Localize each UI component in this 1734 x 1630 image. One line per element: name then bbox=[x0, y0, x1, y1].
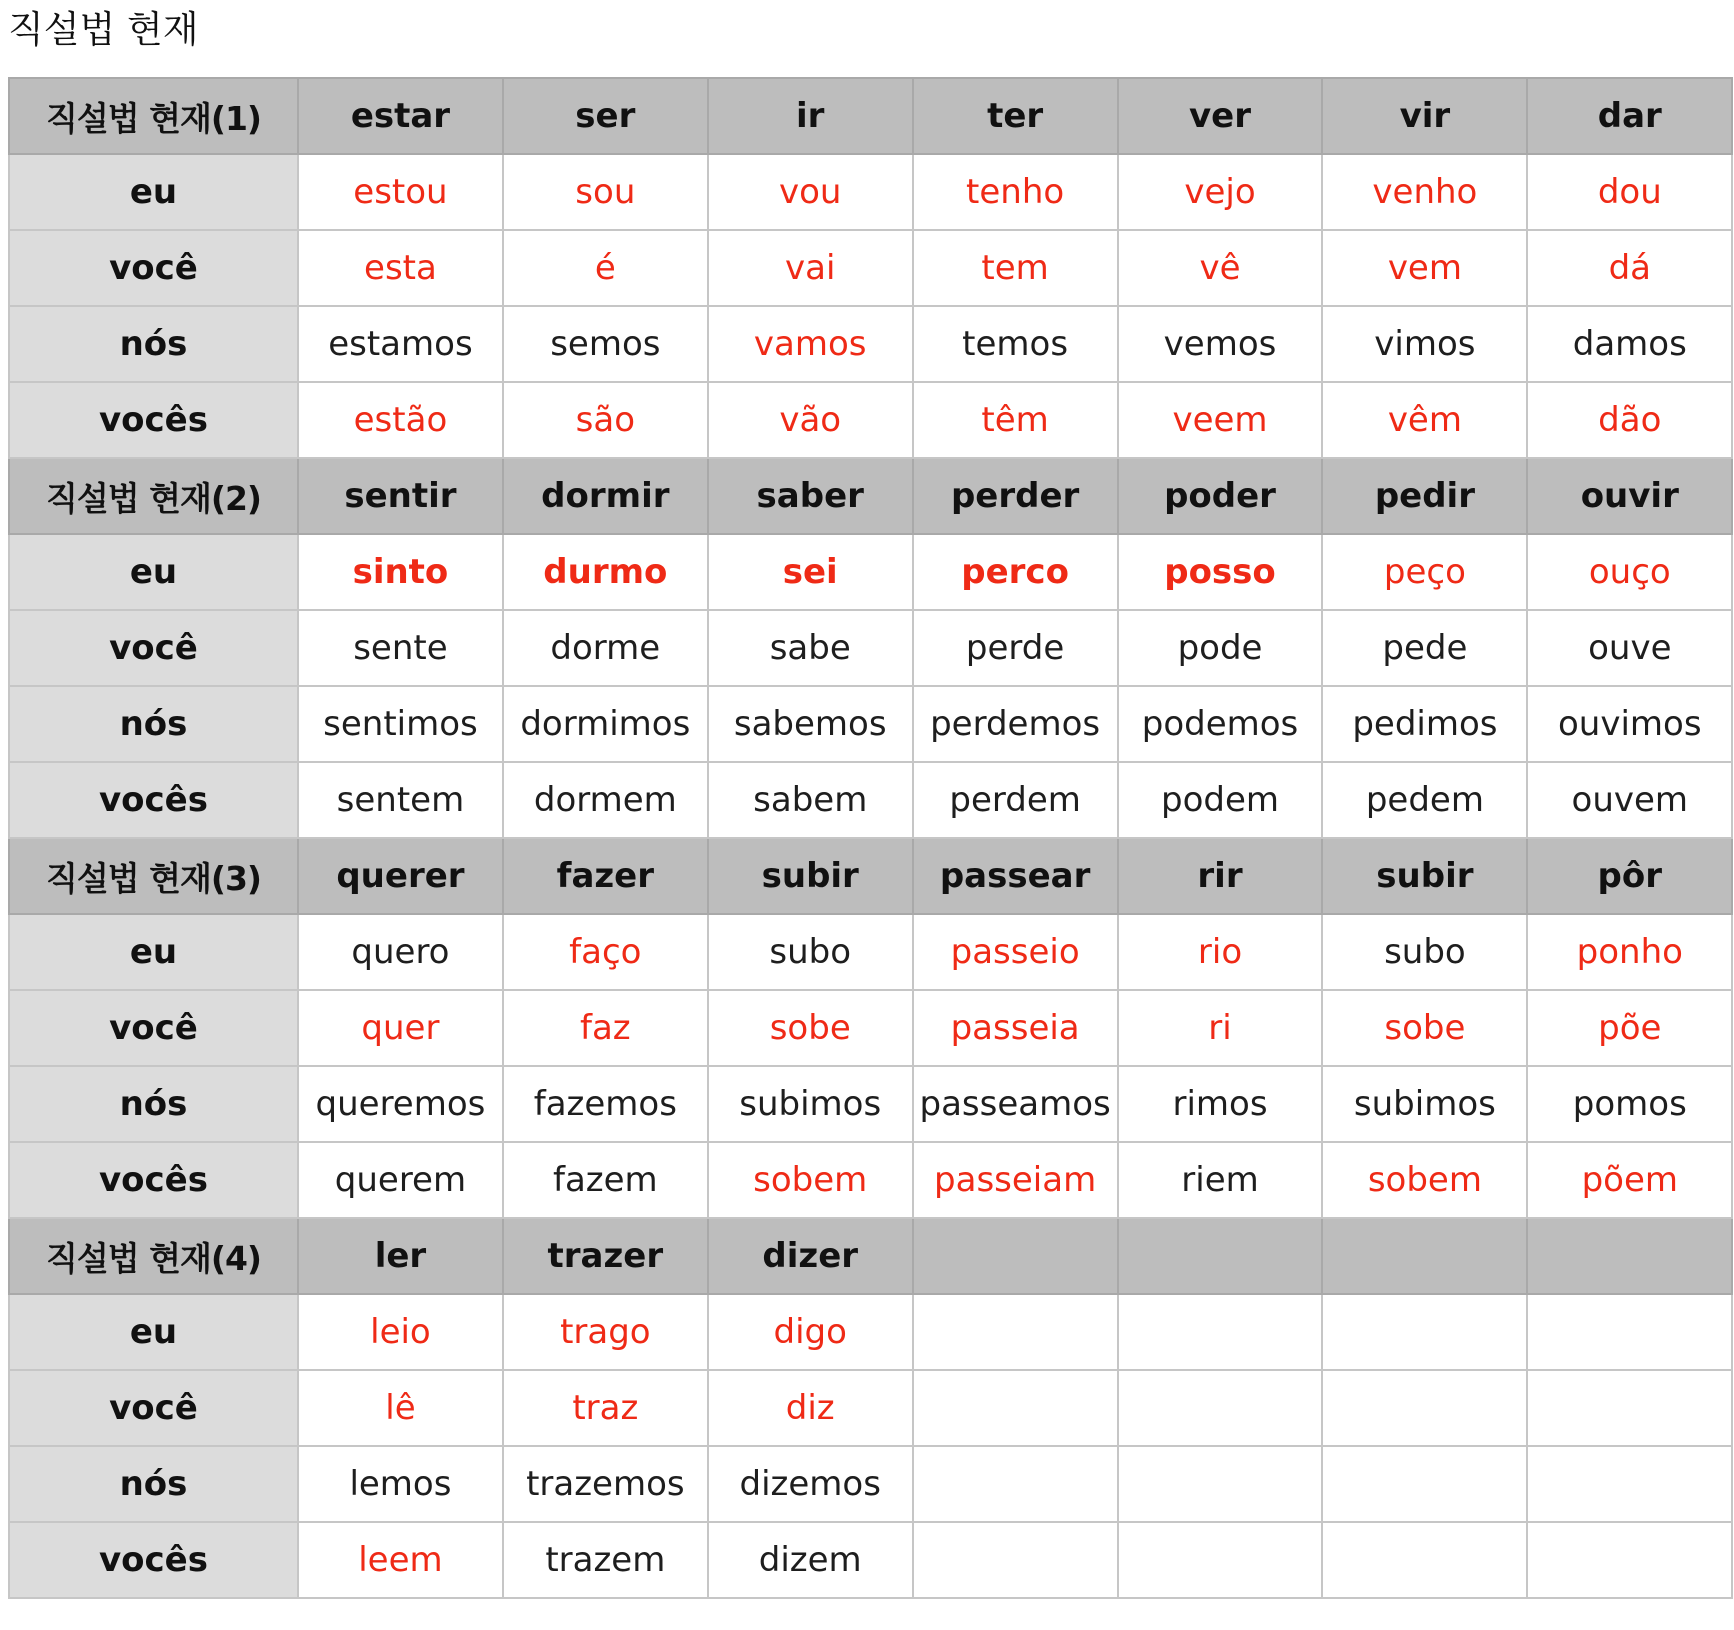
section-header-row bbox=[9, 78, 1732, 154]
irregular-form-cell: vejo bbox=[1118, 154, 1323, 230]
form-cell: ouvimos bbox=[1527, 686, 1732, 762]
conjugation-row bbox=[9, 990, 1732, 1066]
pronoun-cell: nós bbox=[9, 686, 298, 762]
verb-header-cell: subir bbox=[708, 838, 913, 914]
section-label: 직설법 현재(3) bbox=[9, 838, 298, 914]
verb-header-cell: querer bbox=[298, 838, 503, 914]
verb-header-cell: ouvir bbox=[1527, 458, 1732, 534]
pronoun-cell: nós bbox=[9, 306, 298, 382]
form-cell: pede bbox=[1322, 610, 1527, 686]
empty-cell bbox=[1118, 1446, 1323, 1522]
empty-cell bbox=[1527, 1522, 1732, 1598]
irregular-form-cell: põem bbox=[1527, 1142, 1732, 1218]
form-cell: trazemos bbox=[503, 1446, 708, 1522]
empty-header-cell bbox=[1527, 1218, 1732, 1294]
verb-header-cell: ser bbox=[503, 78, 708, 154]
conjugation-table bbox=[8, 77, 1733, 1599]
empty-cell bbox=[913, 1370, 1118, 1446]
conjugation-row bbox=[9, 154, 1732, 230]
conjugation-row bbox=[9, 1446, 1732, 1522]
irregular-form-cell: passeiam bbox=[913, 1142, 1118, 1218]
form-cell: subo bbox=[1322, 914, 1527, 990]
empty-cell bbox=[913, 1522, 1118, 1598]
form-cell: passeamos bbox=[913, 1066, 1118, 1142]
irregular-form-cell: quer bbox=[298, 990, 503, 1066]
pronoun-cell: nós bbox=[9, 1446, 298, 1522]
irregular-form-cell: estão bbox=[298, 382, 503, 458]
verb-header-cell: estar bbox=[298, 78, 503, 154]
conjugation-row bbox=[9, 1522, 1732, 1598]
irregular-form-cell: dá bbox=[1527, 230, 1732, 306]
page-title: 직설법 현재 bbox=[8, 8, 199, 51]
section-header-row bbox=[9, 838, 1732, 914]
verb-header-cell: dormir bbox=[503, 458, 708, 534]
verb-header-cell: subir bbox=[1322, 838, 1527, 914]
form-cell: dizem bbox=[708, 1522, 913, 1598]
irregular-form-cell: sobe bbox=[708, 990, 913, 1066]
irregular-form-cell: veem bbox=[1118, 382, 1323, 458]
form-cell: pedimos bbox=[1322, 686, 1527, 762]
verb-header-cell: sentir bbox=[298, 458, 503, 534]
pronoun-cell: eu bbox=[9, 154, 298, 230]
pronoun-cell: vocês bbox=[9, 1522, 298, 1598]
verb-header-cell: saber bbox=[708, 458, 913, 534]
irregular-form-cell: digo bbox=[708, 1294, 913, 1370]
form-cell: pomos bbox=[1527, 1066, 1732, 1142]
form-cell: podemos bbox=[1118, 686, 1323, 762]
pronoun-cell: vocês bbox=[9, 382, 298, 458]
verb-header-cell: pôr bbox=[1527, 838, 1732, 914]
form-cell: perde bbox=[913, 610, 1118, 686]
form-cell: subimos bbox=[1322, 1066, 1527, 1142]
form-cell: riem bbox=[1118, 1142, 1323, 1218]
verb-header-cell: passear bbox=[913, 838, 1118, 914]
irregular-form-cell: vai bbox=[708, 230, 913, 306]
empty-cell bbox=[1118, 1370, 1323, 1446]
empty-header-cell bbox=[1118, 1218, 1323, 1294]
empty-cell bbox=[1322, 1370, 1527, 1446]
irregular-form-cell: trago bbox=[503, 1294, 708, 1370]
form-cell: estamos bbox=[298, 306, 503, 382]
section-header-row bbox=[9, 458, 1732, 534]
form-cell: temos bbox=[913, 306, 1118, 382]
form-cell: damos bbox=[1527, 306, 1732, 382]
form-cell: rimos bbox=[1118, 1066, 1323, 1142]
pronoun-cell: você bbox=[9, 1370, 298, 1446]
irregular-form-cell: traz bbox=[503, 1370, 708, 1446]
form-cell: semos bbox=[503, 306, 708, 382]
irregular-form-cell: passeio bbox=[913, 914, 1118, 990]
irregular-form-cell: tem bbox=[913, 230, 1118, 306]
verb-header-cell: trazer bbox=[503, 1218, 708, 1294]
irregular-form-cell: esta bbox=[298, 230, 503, 306]
irregular-form-cell: ponho bbox=[1527, 914, 1732, 990]
irregular-form-cell: peço bbox=[1322, 534, 1527, 610]
irregular-form-cell: vem bbox=[1322, 230, 1527, 306]
irregular-form-cell: são bbox=[503, 382, 708, 458]
form-cell: lemos bbox=[298, 1446, 503, 1522]
irregular-form-cell: dou bbox=[1527, 154, 1732, 230]
conjugation-row bbox=[9, 1066, 1732, 1142]
pronoun-cell: eu bbox=[9, 914, 298, 990]
form-cell: vemos bbox=[1118, 306, 1323, 382]
form-cell: sabem bbox=[708, 762, 913, 838]
irregular-form-cell: vamos bbox=[708, 306, 913, 382]
verb-header-cell: perder bbox=[913, 458, 1118, 534]
verb-header-cell: poder bbox=[1118, 458, 1323, 534]
irregular-form-cell: faço bbox=[503, 914, 708, 990]
irregular-form-cell: sobe bbox=[1322, 990, 1527, 1066]
conjugation-row bbox=[9, 230, 1732, 306]
form-cell: sabe bbox=[708, 610, 913, 686]
empty-cell bbox=[1527, 1446, 1732, 1522]
form-cell: queremos bbox=[298, 1066, 503, 1142]
irregular-form-cell: durmo bbox=[503, 534, 708, 610]
empty-cell bbox=[1322, 1294, 1527, 1370]
irregular-form-cell: sou bbox=[503, 154, 708, 230]
empty-cell bbox=[1527, 1294, 1732, 1370]
irregular-form-cell: estou bbox=[298, 154, 503, 230]
form-cell: subo bbox=[708, 914, 913, 990]
form-cell: sentem bbox=[298, 762, 503, 838]
form-cell: sente bbox=[298, 610, 503, 686]
section-label: 직설법 현재(4) bbox=[9, 1218, 298, 1294]
empty-cell bbox=[1118, 1522, 1323, 1598]
form-cell: pode bbox=[1118, 610, 1323, 686]
irregular-form-cell: posso bbox=[1118, 534, 1323, 610]
irregular-form-cell: vão bbox=[708, 382, 913, 458]
irregular-form-cell: vou bbox=[708, 154, 913, 230]
form-cell: sentimos bbox=[298, 686, 503, 762]
conjugation-row bbox=[9, 1294, 1732, 1370]
form-cell: quero bbox=[298, 914, 503, 990]
irregular-form-cell: vêm bbox=[1322, 382, 1527, 458]
irregular-form-cell: faz bbox=[503, 990, 708, 1066]
conjugation-row bbox=[9, 610, 1732, 686]
form-cell: sabemos bbox=[708, 686, 913, 762]
form-cell: vimos bbox=[1322, 306, 1527, 382]
conjugation-row bbox=[9, 1142, 1732, 1218]
form-cell: ouve bbox=[1527, 610, 1732, 686]
form-cell: dorme bbox=[503, 610, 708, 686]
conjugation-row bbox=[9, 686, 1732, 762]
conjugation-row bbox=[9, 1370, 1732, 1446]
empty-cell bbox=[1322, 1522, 1527, 1598]
verb-header-cell: pedir bbox=[1322, 458, 1527, 534]
verb-header-cell: ter bbox=[913, 78, 1118, 154]
verb-header-cell: fazer bbox=[503, 838, 708, 914]
conjugation-row bbox=[9, 914, 1732, 990]
empty-cell bbox=[1322, 1446, 1527, 1522]
pronoun-cell: eu bbox=[9, 1294, 298, 1370]
conjugation-table-body bbox=[9, 78, 1732, 1598]
irregular-form-cell: leem bbox=[298, 1522, 503, 1598]
irregular-form-cell: tenho bbox=[913, 154, 1118, 230]
form-cell: podem bbox=[1118, 762, 1323, 838]
irregular-form-cell: rio bbox=[1118, 914, 1323, 990]
empty-cell bbox=[1118, 1294, 1323, 1370]
irregular-form-cell: sinto bbox=[298, 534, 503, 610]
conjugation-row bbox=[9, 762, 1732, 838]
section-label: 직설법 현재(1) bbox=[9, 78, 298, 154]
pronoun-cell: eu bbox=[9, 534, 298, 610]
pronoun-cell: você bbox=[9, 230, 298, 306]
pronoun-cell: você bbox=[9, 610, 298, 686]
irregular-form-cell: é bbox=[503, 230, 708, 306]
form-cell: dormem bbox=[503, 762, 708, 838]
verb-header-cell: ler bbox=[298, 1218, 503, 1294]
form-cell: dormimos bbox=[503, 686, 708, 762]
empty-header-cell bbox=[1322, 1218, 1527, 1294]
form-cell: pedem bbox=[1322, 762, 1527, 838]
irregular-form-cell: lê bbox=[298, 1370, 503, 1446]
form-cell: subimos bbox=[708, 1066, 913, 1142]
empty-cell bbox=[913, 1446, 1118, 1522]
pronoun-cell: vocês bbox=[9, 762, 298, 838]
verb-header-cell: ir bbox=[708, 78, 913, 154]
pronoun-cell: vocês bbox=[9, 1142, 298, 1218]
form-cell: dizemos bbox=[708, 1446, 913, 1522]
section-header-row bbox=[9, 1218, 1732, 1294]
verb-header-cell: dar bbox=[1527, 78, 1732, 154]
section-label: 직설법 현재(2) bbox=[9, 458, 298, 534]
irregular-form-cell: dão bbox=[1527, 382, 1732, 458]
irregular-form-cell: têm bbox=[913, 382, 1118, 458]
irregular-form-cell: sobem bbox=[708, 1142, 913, 1218]
form-cell: fazem bbox=[503, 1142, 708, 1218]
pronoun-cell: nós bbox=[9, 1066, 298, 1142]
form-cell: perdem bbox=[913, 762, 1118, 838]
conjugation-row bbox=[9, 382, 1732, 458]
irregular-form-cell: diz bbox=[708, 1370, 913, 1446]
irregular-form-cell: perco bbox=[913, 534, 1118, 610]
form-cell: perdemos bbox=[913, 686, 1118, 762]
irregular-form-cell: vê bbox=[1118, 230, 1323, 306]
irregular-form-cell: põe bbox=[1527, 990, 1732, 1066]
form-cell: querem bbox=[298, 1142, 503, 1218]
verb-header-cell: rir bbox=[1118, 838, 1323, 914]
empty-header-cell bbox=[913, 1218, 1118, 1294]
irregular-form-cell: ri bbox=[1118, 990, 1323, 1066]
verb-header-cell: dizer bbox=[708, 1218, 913, 1294]
empty-cell bbox=[913, 1294, 1118, 1370]
irregular-form-cell: venho bbox=[1322, 154, 1527, 230]
irregular-form-cell: leio bbox=[298, 1294, 503, 1370]
form-cell: fazemos bbox=[503, 1066, 708, 1142]
conjugation-row bbox=[9, 306, 1732, 382]
form-cell: ouvem bbox=[1527, 762, 1732, 838]
form-cell: trazem bbox=[503, 1522, 708, 1598]
verb-header-cell: ver bbox=[1118, 78, 1323, 154]
conjugation-row bbox=[9, 534, 1732, 610]
irregular-form-cell: ouço bbox=[1527, 534, 1732, 610]
verb-header-cell: vir bbox=[1322, 78, 1527, 154]
empty-cell bbox=[1527, 1370, 1732, 1446]
irregular-form-cell: sobem bbox=[1322, 1142, 1527, 1218]
pronoun-cell: você bbox=[9, 990, 298, 1066]
irregular-form-cell: sei bbox=[708, 534, 913, 610]
irregular-form-cell: passeia bbox=[913, 990, 1118, 1066]
